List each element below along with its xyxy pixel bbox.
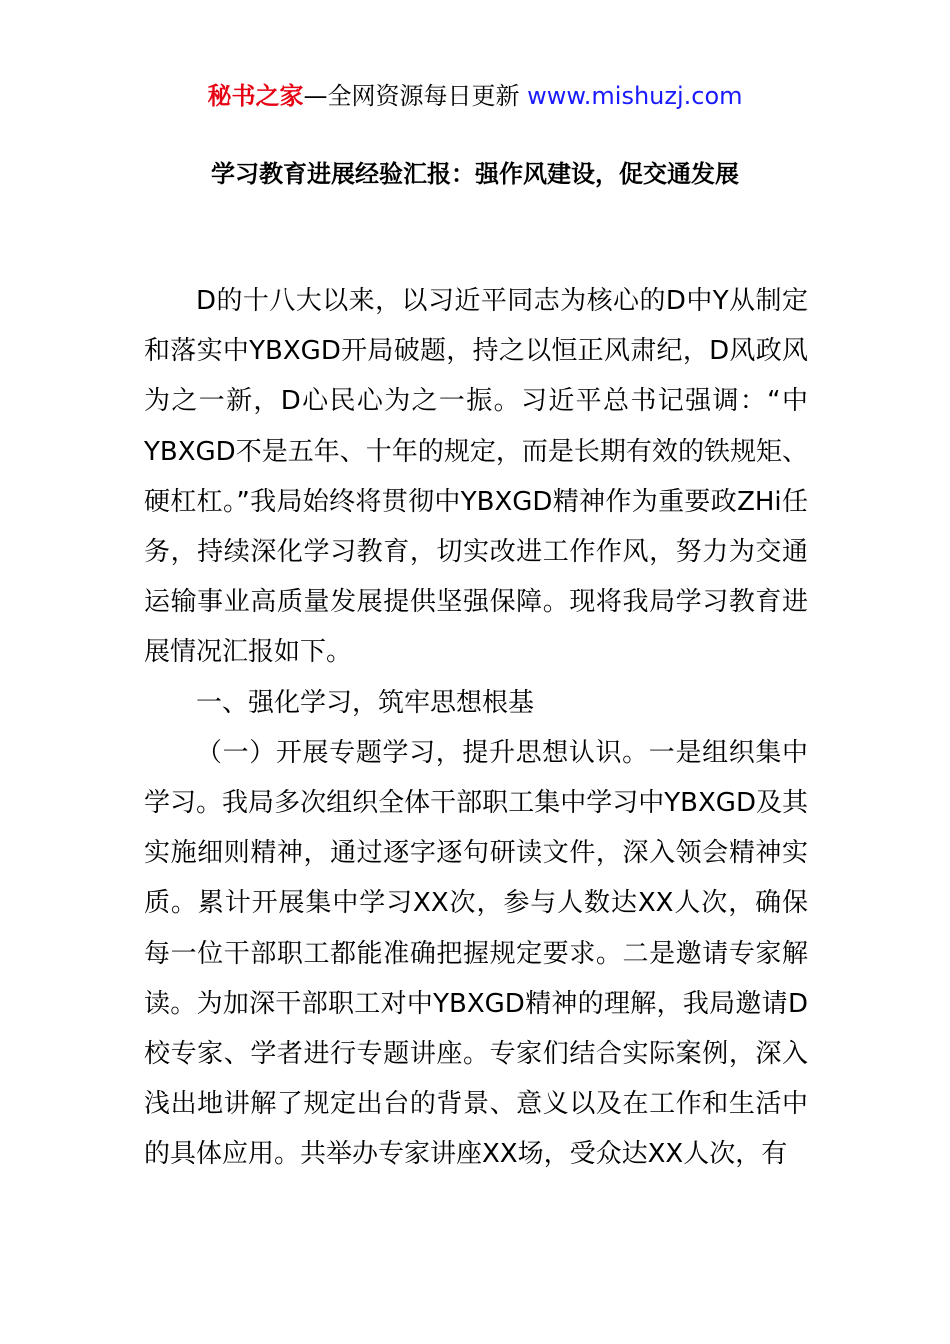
paragraph-section-1: （一）开展专题学习，提升思想认识。一是组织集中学习。我局多次组织全体干部职工集中学习中YBXGD及其实施细则精神，通过逐字逐句研读文件，深入领会精神实质。累计开展集中学习XX次，参与人数达XX人次，确保每一位干部职工都能准确把握规定要求。二是邀请专家解读。为加深干部职工对中YBXGD精神的理解，我局邀请D校专家、学者进行专题讲座。专家们结合实际案例，深入浅出地讲解了规定出台的背景、意义以及在工作和生活中的具体应用。共举办专家讲座XX场，受众达XX人次，有 (144, 737, 808, 1170)
site-brand: 秘书之家 (207, 82, 304, 110)
site-tagline: —全网资源每日更新 (303, 82, 528, 110)
document-body (144, 276, 808, 1180)
paragraph-intro: D的十八大以来，以习近平同志为核心的D中Y从制定和落实中YBXGD开局破题，持之以恒正风肃纪，D风政风为之一新，D心民心为之一振。习近平总书记强调：“中YBXGD不是五年、十年的规定，而是长期有效的铁规矩、硬杠杠。”我局始终将贯彻中YBXGD精神作为重要政ZHi任务，持续深化学习教育，切实改进工作作风，努力为交通运输事业高质量发展提供坚强保障。现将我局学习教育进展情况汇报如下。 (144, 286, 808, 668)
section-heading: 一、强化学习，筑牢思想根基 (196, 687, 535, 718)
document-title: 学习教育进展经验汇报：强作风建设，促交通发展 (211, 160, 739, 188)
site-header (0, 80, 950, 112)
site-url-link[interactable]: www.mishuzj.com (527, 82, 743, 110)
